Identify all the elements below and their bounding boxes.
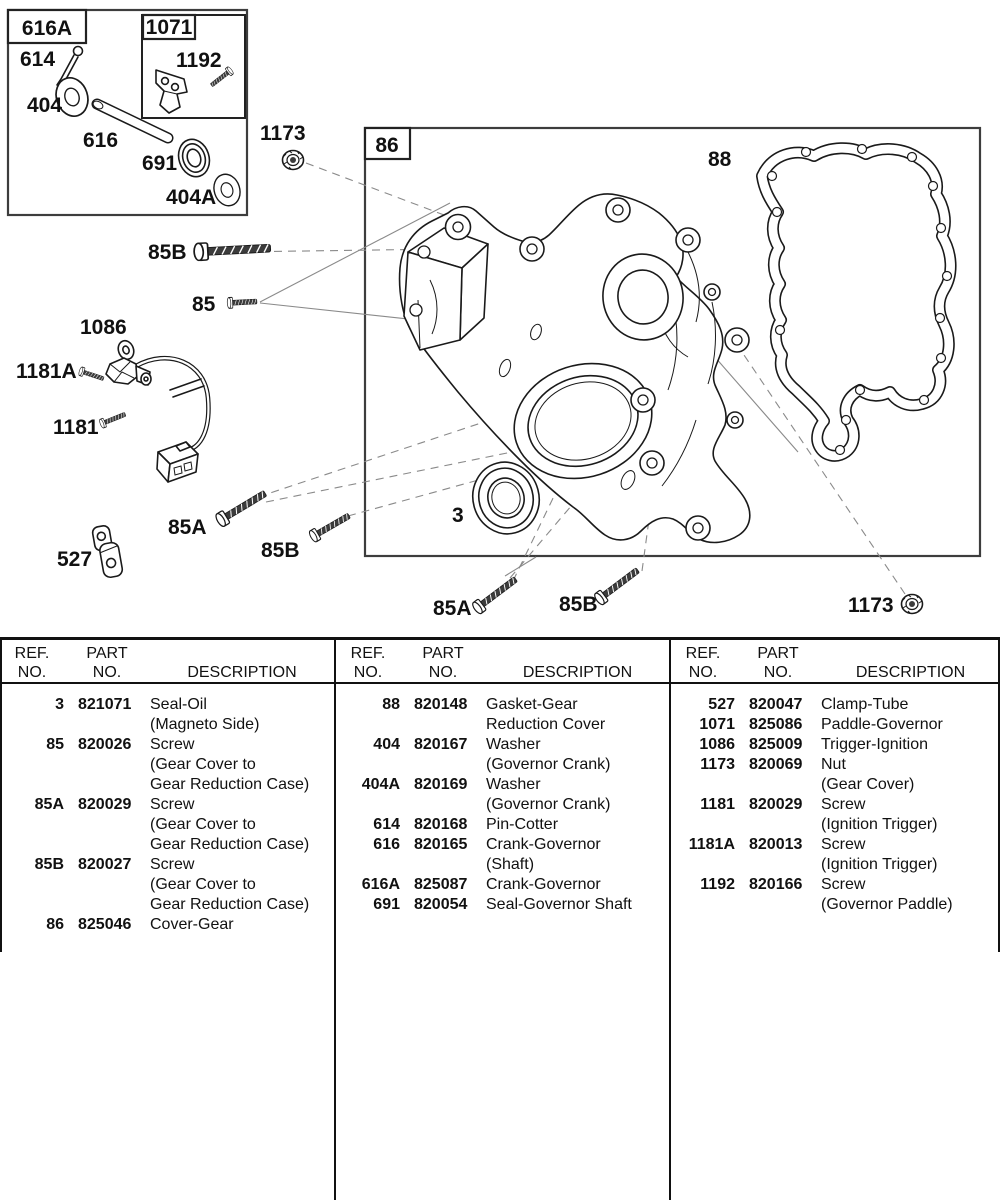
header-ref: REF.: [685, 645, 721, 662]
column-rows: [0, 682, 334, 935]
part-no-cell: [78, 755, 136, 775]
part-no-cell: 820148: [414, 696, 468, 713]
tube-clamp-drawing: [92, 524, 124, 579]
ref-no-cell: 1192: [700, 876, 735, 893]
header-part: PART: [86, 645, 128, 662]
table-row-line: [671, 895, 1000, 915]
callout-1181A: 1181A: [16, 360, 77, 383]
ref-no-cell: 616: [373, 836, 400, 853]
description-cell: Washer: [486, 776, 541, 793]
ref-no-cell: [0, 815, 64, 835]
table-row-line: [0, 755, 334, 775]
header-ref: REF.: [14, 645, 50, 662]
description-cell: Clamp-Tube: [821, 696, 909, 713]
ref-no-cell: 88: [382, 696, 400, 713]
part-no-cell: 820165: [414, 836, 468, 853]
header-ref-no: NO.: [353, 664, 383, 681]
column-rows: [336, 682, 669, 915]
callout-85B-top: 85B: [148, 241, 187, 264]
callout-614: 614: [20, 48, 56, 71]
callout-1192: 1192: [176, 49, 222, 72]
description-cell: Screw: [821, 796, 866, 813]
part-no-cell: 820029: [749, 796, 803, 813]
table-row-line: [671, 795, 1000, 815]
svg-text:616A: 616A: [21, 17, 73, 40]
description-cell: (Gear Cover to: [150, 756, 256, 773]
description-cell: Trigger-Ignition: [821, 736, 929, 753]
table-row-line: [671, 755, 1000, 775]
table-row-line: [336, 775, 669, 795]
bolt-85a-bottom-drawing: [471, 574, 520, 615]
part-no-cell: 820029: [78, 796, 132, 813]
ref-no-cell: [336, 855, 400, 875]
ref-no-cell: [0, 895, 64, 915]
ref-no-cell: 1071: [699, 716, 735, 733]
ref-no-cell: [0, 775, 64, 795]
gear-cover-drawing: [400, 194, 750, 542]
nut-1173-top-drawing: [283, 151, 304, 170]
table-row-line: [0, 835, 334, 855]
table-row-line: [0, 795, 334, 815]
callout-1086: 1086: [80, 316, 127, 339]
table-row-line: [671, 835, 1000, 855]
description-cell: Crank-Governor: [486, 836, 601, 853]
part-no-cell: [78, 895, 136, 915]
part-no-cell: [78, 775, 136, 795]
description-cell: Reduction Cover: [486, 716, 606, 733]
description-cell: Screw: [150, 856, 195, 873]
description-cell: Screw: [150, 796, 195, 813]
ref-no-cell: 85: [46, 736, 64, 753]
table-column-3: [671, 640, 1000, 1200]
part-no-cell: [78, 715, 136, 735]
callout-85A-left: 85A: [168, 516, 207, 539]
header-part-no: NO.: [763, 664, 793, 681]
header-ref-no: NO.: [688, 664, 718, 681]
header-part: PART: [422, 645, 464, 662]
part-no-cell: 820013: [749, 836, 803, 853]
header-underline: [0, 682, 1000, 684]
ref-no-cell: [671, 895, 735, 915]
description-cell: Gear Reduction Case): [150, 776, 310, 793]
table-row-line: [336, 855, 669, 875]
part-no-cell: 825086: [749, 716, 803, 733]
part-no-cell: 820054: [414, 896, 468, 913]
ref-no-cell: 85B: [34, 856, 64, 873]
column-header: [336, 640, 669, 682]
ref-no-cell: 1086: [699, 736, 735, 753]
part-no-cell: [414, 755, 472, 775]
trigger-connector-drawing: [157, 442, 198, 482]
part-no-cell: 820047: [749, 696, 803, 713]
ref-no-cell: 1181A: [688, 836, 735, 853]
part-no-cell: 820166: [749, 876, 803, 893]
part-no-cell: [749, 815, 807, 835]
part-no-cell: [414, 715, 472, 735]
bolt-85a-left-drawing: [214, 487, 269, 528]
screw-1181a-drawing: [78, 367, 105, 383]
part-no-cell: 820069: [749, 756, 803, 773]
table-row-line: [671, 815, 1000, 835]
ref-no-cell: [671, 815, 735, 835]
callout-691: 691: [142, 152, 178, 175]
description-cell: Nut: [821, 756, 846, 773]
ref-no-cell: [0, 835, 64, 855]
screw-1181-drawing: [99, 410, 127, 429]
table-row-line: [671, 855, 1000, 875]
description-cell: Gear Reduction Case): [150, 896, 310, 913]
table-row-line: [336, 895, 669, 915]
table-row-line: [336, 875, 669, 895]
description-cell: Crank-Governor: [486, 876, 601, 893]
description-cell: Pin-Cotter: [486, 816, 559, 833]
ref-no-cell: [671, 855, 735, 875]
ref-no-cell: [0, 715, 64, 735]
description-cell: (Magneto Side): [150, 716, 260, 733]
part-no-cell: 825009: [749, 736, 803, 753]
description-cell: (Gear Cover to: [150, 816, 256, 833]
description-cell: Screw: [150, 736, 195, 753]
table-row-line: [336, 735, 669, 755]
callout-3: 3: [452, 504, 464, 527]
callout-616: 616: [83, 129, 119, 152]
header-part-no: NO.: [428, 664, 458, 681]
ref-no-cell: 616A: [361, 876, 400, 893]
ref-no-cell: 86: [46, 916, 64, 933]
svg-text:1071: 1071: [145, 16, 193, 39]
part-no-cell: [78, 875, 136, 895]
header-ref: REF.: [350, 645, 386, 662]
column-header: [0, 640, 334, 682]
header-description: DESCRIPTION: [522, 664, 633, 681]
table-row-line: [0, 875, 334, 895]
bolt-85-drawing: [227, 296, 257, 308]
inset-label-1071: [143, 15, 195, 39]
callout-527: 527: [57, 548, 93, 571]
bolt-85b-top-drawing: [194, 240, 271, 261]
description-cell: (Governor Paddle): [821, 896, 953, 913]
table-row-line: [0, 895, 334, 915]
header-description: DESCRIPTION: [855, 664, 966, 681]
table-row-line: [0, 735, 334, 755]
table-row-line: [336, 695, 669, 715]
description-cell: (Ignition Trigger): [821, 856, 938, 873]
table-row-line: [671, 875, 1000, 895]
inset-label-616A: [8, 10, 86, 43]
ref-no-cell: [0, 755, 64, 775]
part-no-cell: 820027: [78, 856, 132, 873]
description-cell: Screw: [821, 876, 866, 893]
ref-no-cell: [336, 795, 400, 815]
callout-1173-bottom: 1173: [848, 594, 894, 617]
table-row-line: [0, 815, 334, 835]
bolt-85b-left-drawing: [308, 510, 352, 543]
ignition-trigger-drawing: [106, 339, 208, 482]
table-column-1: [0, 640, 334, 1200]
description-cell: Washer: [486, 736, 541, 753]
part-no-cell: [749, 855, 807, 875]
description-cell: Gear Reduction Case): [150, 836, 310, 853]
callout-85B-bottom: 85B: [559, 593, 598, 616]
ref-no-cell: 404A: [361, 776, 400, 793]
inset-label-86: [365, 128, 410, 159]
part-no-cell: [749, 895, 807, 915]
nut-1173-bottom-drawing: [902, 595, 923, 614]
description-cell: Seal-Oil: [150, 696, 207, 713]
ref-no-cell: [336, 755, 400, 775]
column-header: [671, 640, 1000, 682]
part-no-cell: [414, 855, 472, 875]
ref-no-cell: 527: [708, 696, 735, 713]
callout-404: 404: [27, 94, 63, 117]
ref-no-cell: 85A: [34, 796, 64, 813]
description-cell: (Governor Crank): [486, 796, 611, 813]
part-no-cell: [749, 775, 807, 795]
part-no-cell: 820169: [414, 776, 468, 793]
part-no-cell: 825046: [78, 916, 132, 933]
part-no-cell: 820167: [414, 736, 468, 753]
table-row-line: [671, 735, 1000, 755]
table-row-line: [336, 795, 669, 815]
header-description: DESCRIPTION: [187, 664, 297, 681]
ref-no-cell: [671, 775, 735, 795]
part-no-cell: 825087: [414, 876, 468, 893]
description-cell: (Gear Cover): [821, 776, 915, 793]
ref-no-cell: 1173: [700, 756, 735, 773]
table-row-line: [0, 915, 334, 935]
description-cell: Screw: [821, 836, 866, 853]
table-row-line: [0, 775, 334, 795]
callout-404A: 404A: [166, 186, 217, 209]
gasket-drawing: [762, 145, 952, 456]
parts-table: [0, 637, 1000, 1200]
description-cell: Paddle-Governor: [821, 716, 943, 733]
callout-85B-left: 85B: [261, 539, 300, 562]
description-cell: Gasket-Gear: [486, 696, 578, 713]
callout-85-top: 85: [192, 293, 216, 316]
table-row-line: [671, 715, 1000, 735]
table-row-line: [336, 815, 669, 835]
description-cell: (Ignition Trigger): [821, 816, 938, 833]
table-row-line: [0, 715, 334, 735]
description-cell: (Gear Cover to: [150, 876, 256, 893]
table-row-line: [336, 755, 669, 775]
table-row-line: [671, 775, 1000, 795]
column-rows: [671, 682, 1000, 915]
part-no-cell: [78, 815, 136, 835]
bolt-85b-bottom-drawing: [593, 565, 642, 606]
ref-no-cell: 404: [373, 736, 400, 753]
description-cell: (Governor Crank): [486, 756, 611, 773]
callout-1181: 1181: [53, 416, 99, 439]
table-row-line: [0, 855, 334, 875]
header-ref-no: NO.: [17, 664, 47, 681]
table-row-line: [336, 835, 669, 855]
callout-88: 88: [708, 148, 732, 171]
ref-no-cell: 614: [373, 816, 400, 833]
governor-shaft-seal-drawing: [174, 135, 214, 180]
description-cell: Seal-Governor Shaft: [486, 896, 632, 913]
description-cell: Cover-Gear: [150, 916, 234, 933]
ref-no-cell: 1181: [700, 796, 735, 813]
part-no-cell: [414, 795, 472, 815]
ref-no-cell: [0, 875, 64, 895]
part-no-cell: 820168: [414, 816, 468, 833]
header-part: PART: [757, 645, 799, 662]
callout-1173-top: 1173: [260, 122, 306, 145]
description-cell: (Shaft): [486, 856, 535, 873]
table-column-2: [336, 640, 669, 1200]
table-row-line: [671, 695, 1000, 715]
callout-85A-bottom: 85A: [433, 597, 472, 620]
part-no-cell: 820026: [78, 736, 132, 753]
table-row-line: [336, 715, 669, 735]
part-no-cell: 821071: [78, 696, 132, 713]
ref-no-cell: 3: [55, 696, 64, 713]
header-part-no: NO.: [92, 664, 122, 681]
table-row-line: [0, 695, 334, 715]
svg-text:86: 86: [375, 134, 399, 157]
part-no-cell: [78, 835, 136, 855]
ref-no-cell: [336, 715, 400, 735]
ref-no-cell: 691: [373, 896, 400, 913]
